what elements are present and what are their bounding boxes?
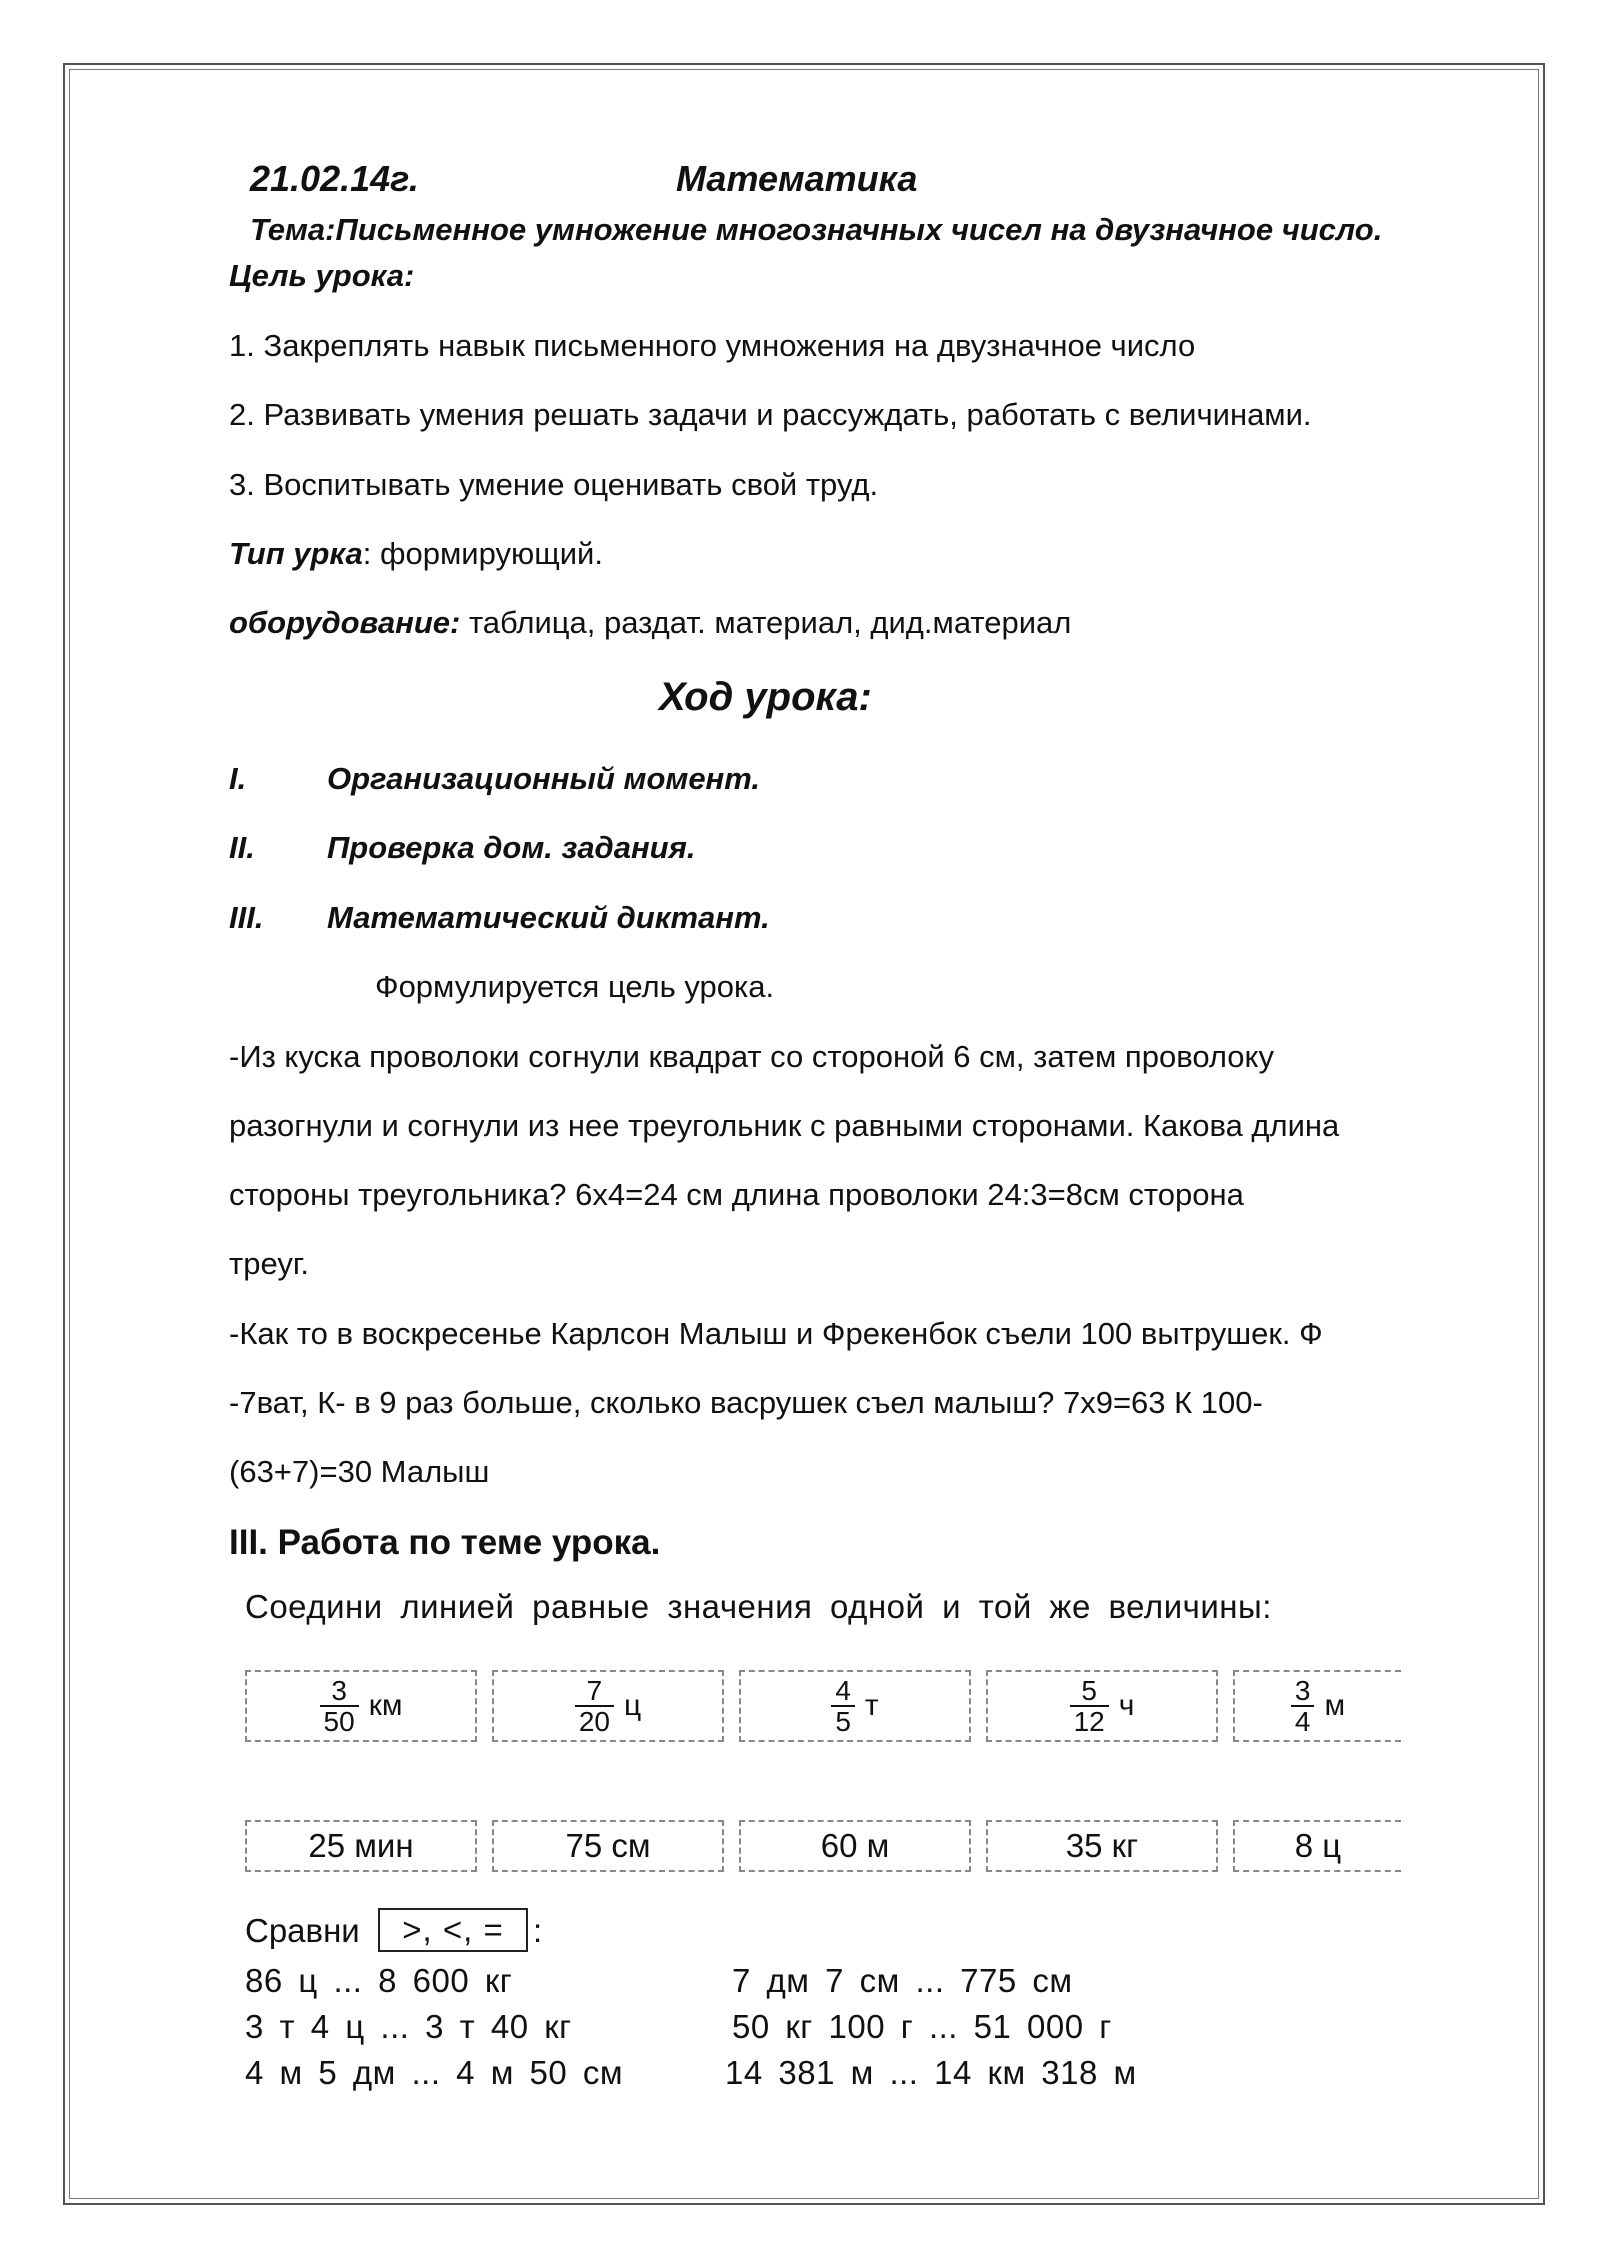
- quantity-card: 8 ц: [1233, 1820, 1401, 1872]
- fraction-card: [492, 1670, 724, 1742]
- fraction-unit: т: [864, 1689, 879, 1722]
- formulation-text: Формулируется цель урока.: [375, 969, 775, 1004]
- equipment: [229, 605, 1071, 641]
- fraction: [831, 1676, 855, 1737]
- fraction: [1070, 1676, 1109, 1737]
- problem-line: разогнули и согнули из нее треугольник с равными сторонами. Какова длина: [229, 1108, 1340, 1143]
- quantity-card: 75 см: [492, 1820, 724, 1872]
- quantity-card: 25 мин: [245, 1820, 477, 1872]
- fraction-unit: км: [368, 1689, 403, 1722]
- fraction: [320, 1676, 359, 1737]
- fraction-card: [1233, 1670, 1401, 1742]
- compare-item-right: 14 381 м ... 14 км 318 м: [725, 2054, 1137, 2091]
- problem-line: (63+7)=30 Малыш: [229, 1454, 490, 1489]
- compare-signs-box: >, <, =: [378, 1908, 528, 1952]
- lesson-type-value: : формирующий.: [362, 536, 603, 571]
- problem-line: стороны треугольника? 6х4=24 см длина проволоки 24:3=8см сторона: [229, 1177, 1244, 1212]
- fraction-unit: м: [1324, 1689, 1346, 1722]
- fraction-denominator: 4: [1291, 1705, 1315, 1736]
- fraction-numerator: 3: [331, 1674, 347, 1706]
- stage-number: II.: [229, 830, 255, 865]
- problem-line: треуг.: [229, 1246, 309, 1281]
- fraction-unit: ц: [623, 1689, 642, 1722]
- fraction-denominator: 12: [1070, 1705, 1109, 1736]
- work-section-title: III. Работа по теме урока.: [229, 1523, 661, 1562]
- fraction-card: [739, 1670, 971, 1742]
- compare-colon: :: [533, 1912, 543, 1949]
- compare-item-right: 7 дм 7 см ... 775 см: [732, 1962, 1073, 1999]
- compare-item-right: 50 кг 100 г ... 51 000 г: [732, 2008, 1112, 2045]
- stage-number: III.: [229, 900, 264, 935]
- fraction: [575, 1676, 614, 1737]
- fraction-denominator: 50: [320, 1705, 359, 1736]
- stage-title: Организационный момент.: [327, 761, 761, 796]
- fraction-card: [245, 1670, 477, 1742]
- fraction-numerator: 3: [1294, 1674, 1311, 1706]
- connect-task-text: Соедини линией равные значения одной и той же величины:: [245, 1588, 1272, 1625]
- fraction-numerator: 5: [1081, 1674, 1097, 1706]
- goal-item: 3. Воспитывать умение оценивать свой труд.: [229, 467, 879, 502]
- fraction-numerator: 4: [835, 1674, 851, 1706]
- goal-item: 2. Развивать умения решать задачи и рассуждать, работать с величинами.: [229, 397, 1312, 432]
- problem-line: -Как то в воскресенье Карлсон Малыш и Фрекенбок съели 100 вытрушек. Ф: [229, 1316, 1323, 1351]
- goal-item: 1. Закреплять навык письменного умножения на двузначное число: [229, 328, 1196, 363]
- stage-title: Проверка дом. задания.: [327, 830, 696, 865]
- stage-title: Математический диктант.: [327, 900, 770, 935]
- problem-line: -Из куска проволоки согнули квадрат со стороной 6 см, затем проволоку: [229, 1039, 1274, 1074]
- lesson-theme: Тема:Письменное умножение многозначных чисел на двузначное число.: [250, 212, 1383, 247]
- problem-line: -7ват, К- в 9 раз больше, сколько васрушек съел малыш? 7х9=63 К 100-: [229, 1385, 1263, 1420]
- equipment-label: оборудование:: [229, 605, 461, 640]
- equipment-value: таблица, раздат. материал, дид.материал: [460, 605, 1072, 640]
- fraction-denominator: 20: [575, 1705, 614, 1736]
- fraction-denominator: 5: [831, 1705, 855, 1736]
- quantity-card: 60 м: [739, 1820, 971, 1872]
- lesson-type: [229, 536, 603, 572]
- compare-item-left: 86 ц ... 8 600 кг: [245, 1962, 513, 1999]
- fraction-unit: ч: [1118, 1689, 1135, 1722]
- goal-label: Цель урока:: [229, 258, 415, 293]
- lesson-subject: Математика: [676, 158, 918, 199]
- compare-item-left: 3 т 4 ц ... 3 т 40 кг: [245, 2008, 572, 2045]
- fraction: [1291, 1676, 1315, 1737]
- fraction-card: [986, 1670, 1218, 1742]
- quantity-card: 35 кг: [986, 1820, 1218, 1872]
- stage-number: I.: [229, 761, 247, 796]
- fraction-numerator: 7: [586, 1674, 603, 1706]
- lesson-date: 21.02.14г.: [250, 158, 419, 199]
- compare-item-left: 4 м 5 дм ... 4 м 50 см: [245, 2054, 624, 2091]
- lesson-type-label: Тип урка: [229, 536, 363, 571]
- compare-label: Сравни: [245, 1912, 360, 1949]
- course-title: Ход урока:: [659, 675, 872, 719]
